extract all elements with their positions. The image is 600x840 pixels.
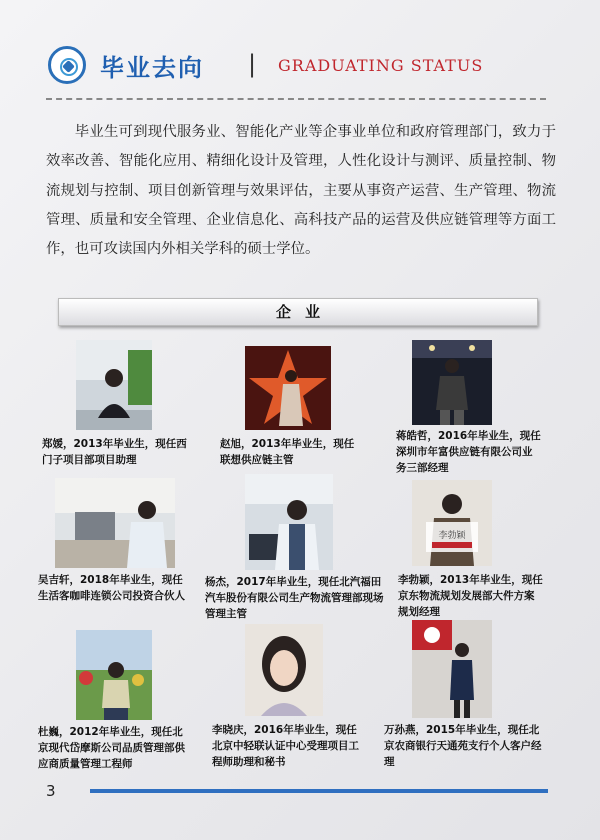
graduate-caption: 郑媛，2013年毕业生，现任西门子项目部项目助理 [42, 438, 187, 466]
graduate-caption: 李勃颖，2013年毕业生，现任京东物流规划发展部大件方案规划经理 [398, 574, 543, 618]
graduate-caption: 李晓庆，2016年毕业生，现任北京中轻联认证中心受理项目工程师助理和秘书 [212, 724, 359, 768]
title-separator: | [248, 50, 257, 78]
graduate-caption: 蒋皓哲，2016年毕业生，现任深圳市年富供应链有限公司业务三部经理 [396, 430, 541, 474]
graduate-caption: 杜巍，2012年毕业生，现任北京现代岱摩斯公司品质管理部供应商质量管理工程师 [38, 726, 185, 770]
header-divider [46, 98, 546, 100]
graduate-caption: 万孙燕，2015年毕业生，现任北京农商银行天通苑支行个人客户经理 [384, 724, 542, 768]
svg-text:李勃颖: 李勃颖 [438, 531, 466, 541]
graduate-photo [412, 480, 492, 566]
graduate-photo [245, 346, 331, 430]
page-title-english: GRADUATING STATUS [278, 56, 484, 75]
page-number: 3 [46, 782, 56, 800]
graduate-caption: 赵旭，2013年毕业生，现任联想供应链主管 [220, 438, 355, 466]
page-title: 毕业去向 [100, 54, 204, 82]
intro-paragraph: 毕业生可到现代服务业、智能化产业等企事业单位和政府管理部门，致力于效率改善、智能化应用、精细化设计及管理，人性化设计与测评、质量控制、物流规划与控制、项目创新管理与效果评估，主要从事资产运营、生产管理、物流管理、质量和安全管理、企业信息化、高科技产品的运营及供应链管理等方面工作，也可攻读国内外相关学科的硕士学位。 [46, 124, 556, 258]
graduate-photo [76, 340, 152, 430]
graduate-photo [55, 478, 175, 568]
graduate-photo [245, 474, 333, 570]
graduate-photo [76, 630, 152, 720]
section-heading-bar [58, 298, 538, 326]
graduate-photo [412, 620, 492, 718]
graduate-caption: 吴吉轩，2018年毕业生，现任生活客咖啡连锁公司投资合伙人 [38, 574, 185, 602]
section-title: 企业 [275, 303, 334, 321]
graduate-photo [412, 340, 492, 425]
graduate-caption: 杨杰，2017年毕业生，现任北汽福田汽车股份有限公司生产物流管理部现场管理主管 [205, 576, 384, 620]
page-header [48, 46, 548, 92]
university-logo-icon [48, 46, 86, 84]
footer-rule [90, 789, 548, 793]
graduate-photo [245, 624, 323, 716]
